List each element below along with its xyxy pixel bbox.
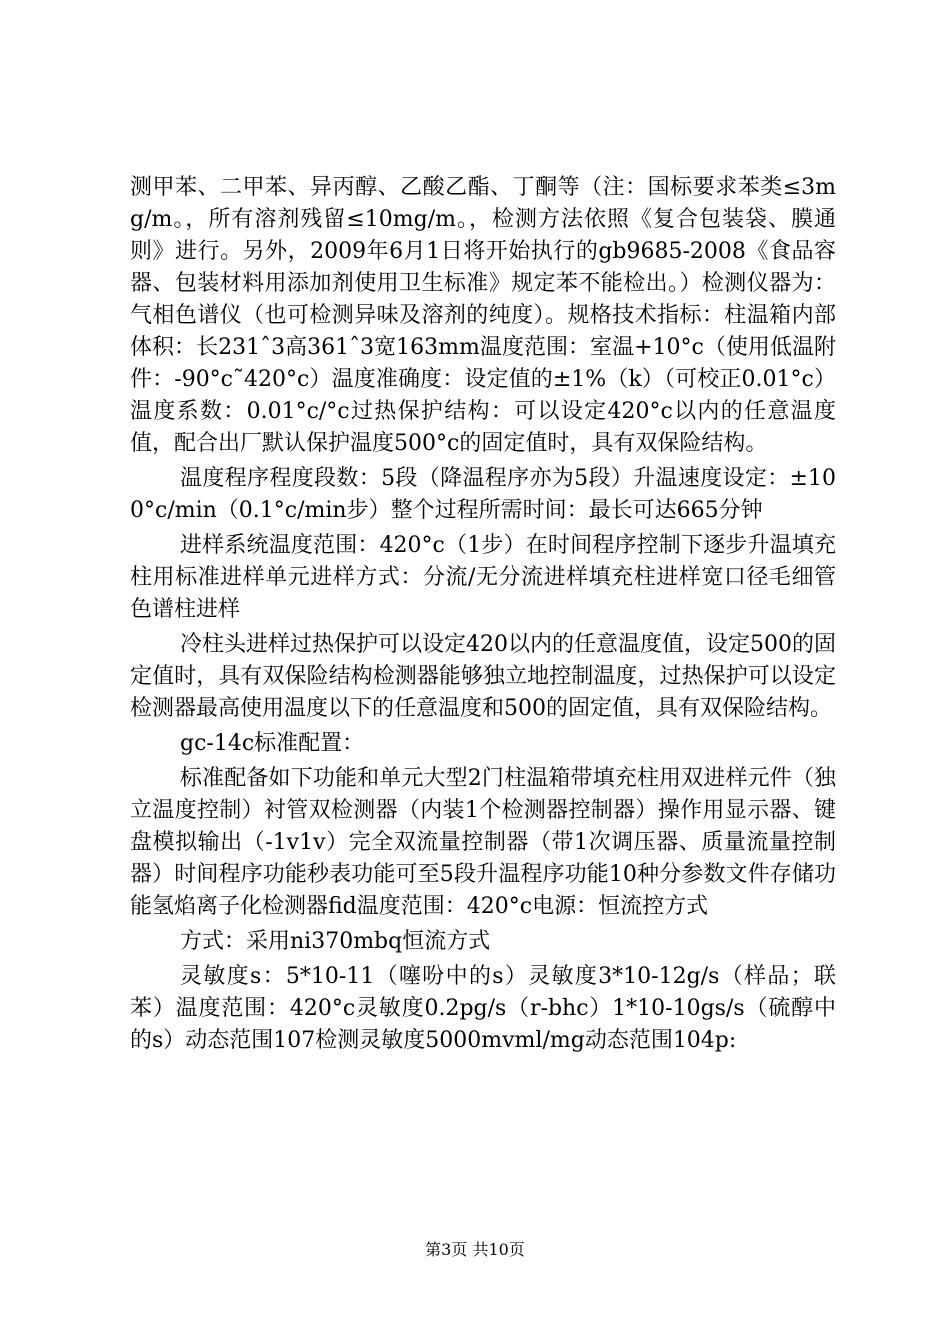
paragraph-2: 温度程序程度段数：5段（降温程序亦为5段）升温速度设定：±100°c/min（0.1°c/min步）整个过程所需时间：最长可达665分钟 xyxy=(130,466,836,523)
document-body xyxy=(130,172,836,1057)
paragraph-4: 冷柱头进样过热保护可以设定420以内的任意温度值，设定500的固定值时，具有双保险结构检测器能够独立地控制温度，过热保护可以设定检测器最高使用温度以下的任意温度和500的固定值，具有双保险结构。 xyxy=(130,632,836,721)
paragraph-1: 测甲苯、二甲苯、异丙醇、乙酸乙酯、丁酮等（注：国标要求苯类≤3mg/m。，所有溶剂残留≤10mg/m。，检测方法依照《复合包装袋、膜通则》进行。另外，2009年6月1日将开始执行的gb9685-2008《食品容器、包装材料用添加剂使用卫生标准》规定苯不能检出。）检测仪器为：气相色谱仪（也可检测异味及溶剂的纯度）。规格技术指标：柱温箱内部体积：长231ˆ3高361ˆ3宽163mm温度范围：室温+10°c（使用低温附件：-90°c˜420°c）温度准确度：设定值的±1%（k）（可校正0.01°c）温度系数：0.01°c/°c过热保护结构：可以设定420°c以内的任意温度值，配合出厂默认保护温度500°c的固定值时，具有双保险结构。 xyxy=(130,175,836,456)
paragraph-3: 进样系统温度范围：420°c（1步）在时间程序控制下逐步升温填充柱用标准进样单元进样方式：分流/无分流进样填充柱进样宽口径毛细管色谱柱进样 xyxy=(130,533,836,622)
page-number-footer: 第3页 共10页 xyxy=(425,1240,525,1259)
paragraph-5: gc-14c标准配置： xyxy=(180,731,365,756)
paragraph-7: 方式：采用ni370mbq恒流方式 xyxy=(180,929,491,954)
paragraph-8: 灵敏度s：5*10-11（噻吩中的s）灵敏度3*10-12g/s（样品；联苯）温度范围：420°c灵敏度0.2pg/s（r-bhc）1*10-10gs/s（硫醇中的s）动态范围107检测灵敏度5000mvml/mg动态范围104p: xyxy=(130,964,836,1053)
paragraph-6: 标准配备如下功能和单元大型2门柱温箱带填充柱用双进样元件（独立温度控制）衬管双检测器（内装1个检测器控制器）操作用显示器、键盘模拟输出（-1v1v）完全双流量控制器（带1次调压器、质量流量控制器）时间程序功能秒表功能可至5段升温程序功能10种分参数文件存储功能氢焰离子化检测器fid温度范围：420°c电源：恒流控方式 xyxy=(130,766,836,919)
